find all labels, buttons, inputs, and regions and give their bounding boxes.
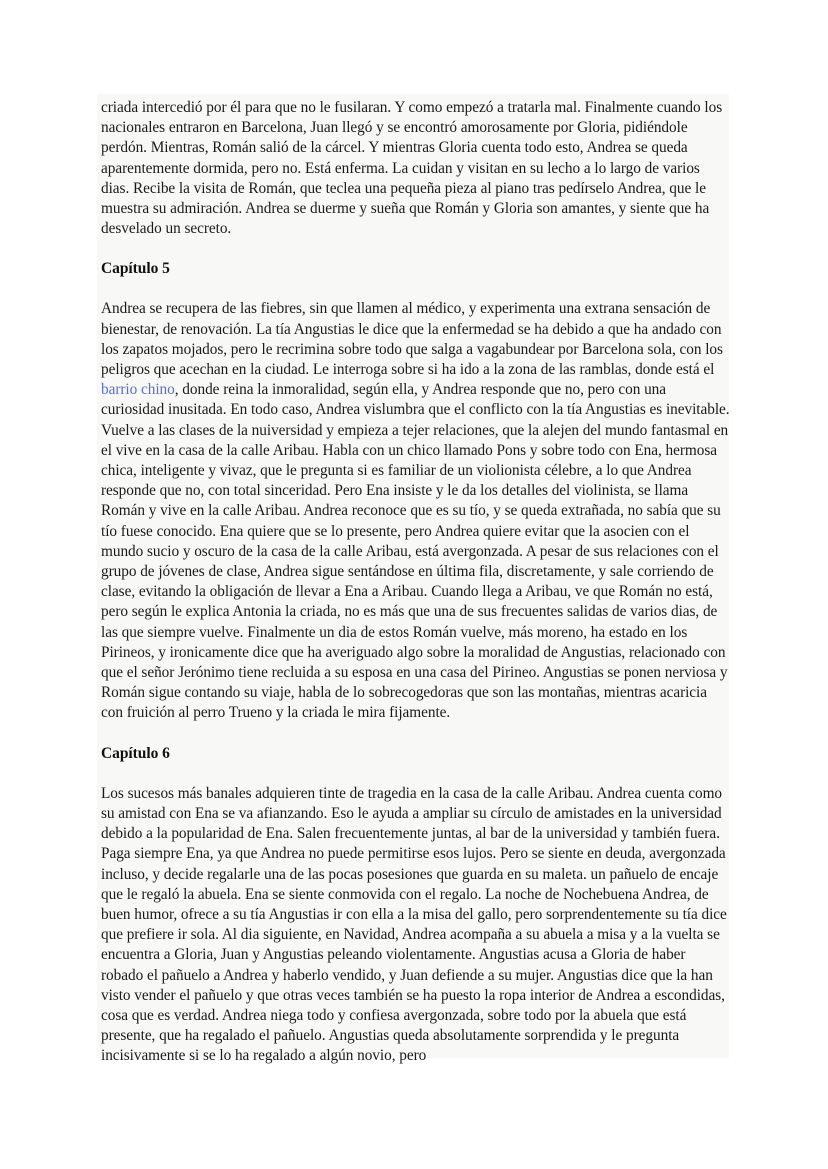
chapter-5-text-before-link: Andrea se recupera de las fiebres, sin que llamen al médico, y experimenta una extrana sensación de bienestar, de renovación. La tía Angustias le dice que la enfermedad se ha debido a que ha andado con los zapatos mojados, pero le recrimina sobre todo que salga a vagabundear por Barcelona sola, con los peligros que acechan en la ciudad. Le interroga sobre si ha ido a la zona de las ramblas, donde está el <box>101 300 723 379</box>
intro-paragraph: criada intercedió por él para que no le fusilaran. Y como empezó a tratarla mal. Finalmente cuando los nacionales entraron en Barcelona, Juan llegó y se encontró amorosamente por Gloria, pidiéndole perdón. Mientras, Román salió de la cárcel. Y mientras Gloria cuenta todo esto, Andrea se queda aparentemente dormida, pero no. Está enferma. La cuidan y visitan en su lecho a lo largo de varios dias. Recibe la visita de Román, que teclea una pequeña pieza al piano tras pedírselo Andrea, que le muestra su admiración. Andrea se duerme y sueña que Román y Gloria son amantes, y siente que ha desvelado un secreto. <box>101 99 723 238</box>
chapter-5-text-after-link: , donde reina la inmoralidad, según ella, y Andrea responde que no, pero con una curiosidad inusitada. En todo caso, Andrea vislumbra que el conflicto con la tía Angustias es inevitable. Vuelve a las clases de la nuiversidad y empieza a tejer relaciones, que la alejen del mundo fantasmal en el vive en la casa de la calle Aribau. Habla con un chico llamado Pons y sobre todo con Ena, hermosa chica, inteligente y vivaz, que le pregunta si es familiar de un violionista célebre, a lo que Andrea responde que no, con total sinceridad. Pero Ena insiste y le da los detalles del violinista, se llama Román y vive en la calle Aribau. Andrea reconoce que es su tío, y se queda extrañada, no sabía que su tío fuese conocido. Ena quiere que se lo presente, pero Andrea quiere evitar que la asocien con el mundo sucio y oscuro de la casa de la calle Aribau, está avergonzada. A pesar de sus relaciones con el grupo de jóvenes de clase, Andrea sigue sentándose en última fila, discretamente, y sale corriendo de clase, evitando la obligación de llevar a Ena a Aribau. Cuando llega a Aribau, ve que Román no está, pero según le explica Antonia la criada, no es más que una de sus frecuentes salidas de varios dias, de las que siempre vuelve. Finalmente un dia de estos Román vuelve, más moreno, ha estado en los Pirineos, y ironicamente dice que ha averiguado algo sobre la moralidad de Angustias, relacionado con que el señor Jerónimo tiene recluida a su esposa en una casa del Pirineo. Angustias se ponen nerviosa y Román sigue contando su viaje, habla de lo sobrecogedoras que son las montañas, mientras acaricia con fruición al perro Trueno y la criada le mira fijamente. <box>101 381 730 722</box>
barrio-chino-link[interactable]: barrio chino <box>101 381 175 399</box>
chapter-6-paragraph: Los sucesos más banales adquieren tinte de tragedia en la casa de la calle Aribau. Andrea cuenta como su amistad con Ena se va afianzando. Eso le ayuda a ampliar su círculo de amistades en la universidad debido a la popularidad de Ena. Salen frecuentemente juntas, al bar de la universidad y también fuera. Paga siempre Ena, ya que Andrea no puede permitirse esos lujos. Pero se siente en deuda, avergonzada incluso, y decide regalarle una de las pocas posesiones que guarda en su maleta. un pañuelo de encaje que le regaló la abuela. Ena se siente conmovida con el regalo. La noche de Nochebuena Andrea, de buen humor, ofrece a su tía Angustias ir con ella a la misa del gallo, pero sorprendentemente su tía dice que prefiere ir sola. Al dia siguiente, en Navidad, Andrea acompaña a su abuela a misa y a la vuelta se encuentra a Gloria, Juan y Angustias peleando violentamente. Angustias acusa a Gloria de haber robado el pañuelo a Andrea y haberlo vendido, y Juan defiende a su mujer. Angustias dice que la han visto vender el pañuelo y que otras veces también se ha puesto la ropa interior de Andrea a escondidas, cosa que es verdad. Andrea niega todo y confiesa avergonzada, sobre todo por la abuela que está presente, que ha regalado el pañuelo. Angustias queda absolutamente sorprendida y le pregunta incisivamente si se lo ha regalado a algún novio, pero <box>101 784 727 1065</box>
chapter-5-paragraph <box>101 299 731 723</box>
chapter-5-heading: Capítulo 5 <box>101 260 170 278</box>
document-content <box>101 98 731 1067</box>
chapter-6-heading: Capítulo 6 <box>101 744 170 762</box>
